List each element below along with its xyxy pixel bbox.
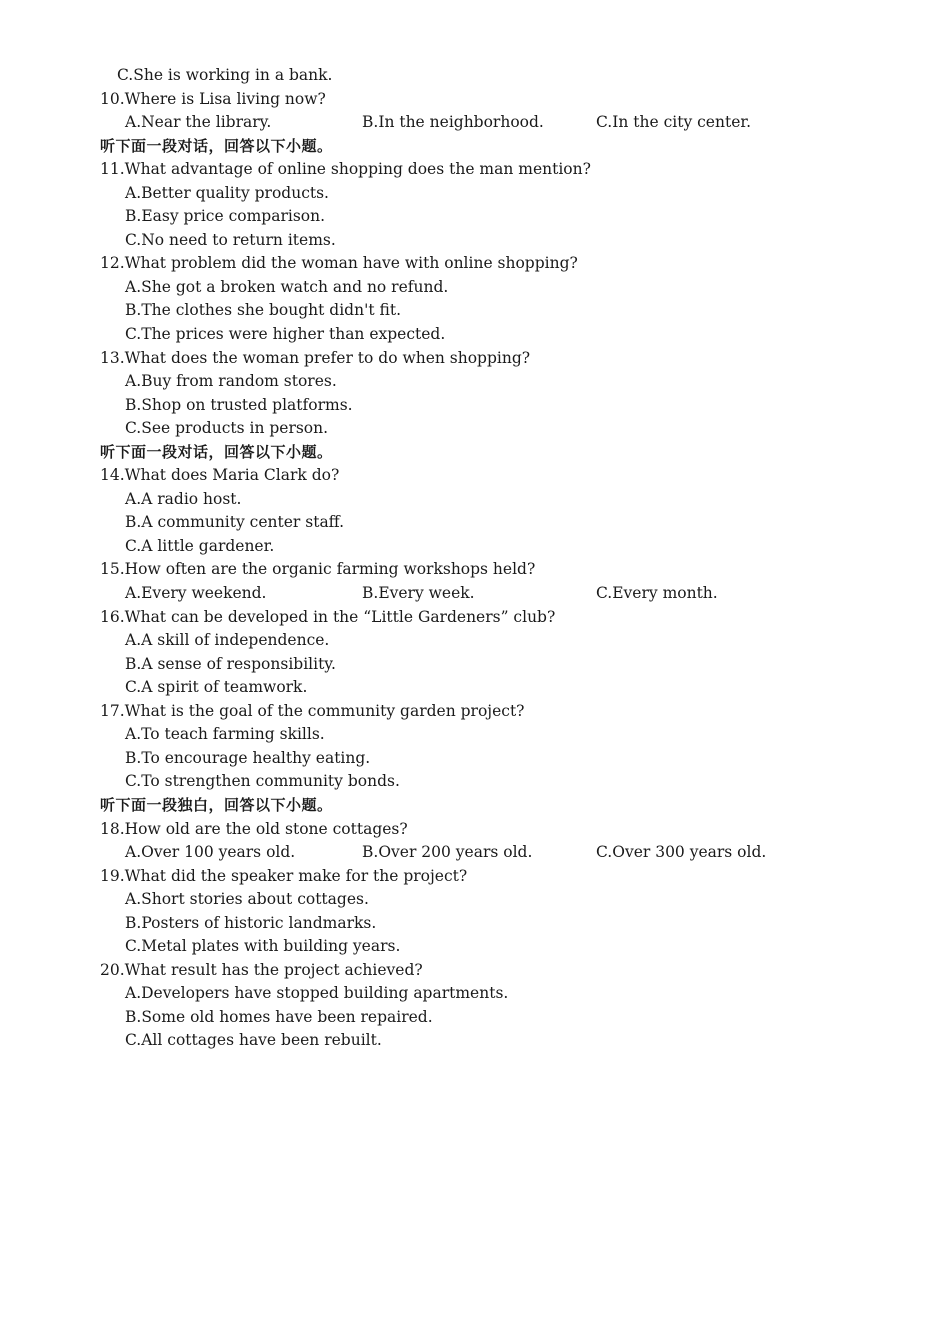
option-c: C.In the city center. [596, 113, 751, 132]
option: B.Easy price comparison. [125, 207, 326, 226]
option-c: C.Over 300 years old. [596, 843, 767, 862]
question: 15.How often are the organic farming workshops held? [100, 560, 536, 579]
question: 10.Where is Lisa living now? [100, 89, 326, 108]
option: C.All cottages have been rebuilt. [125, 1031, 382, 1050]
option-row [0, 111, 950, 135]
option-a: A.Every weekend. [125, 584, 267, 603]
question: 17.What is the goal of the community garden project? [100, 701, 525, 720]
question: 16.What can be developed in the “Little Gardeners” club? [100, 607, 556, 626]
option-b: B.Every week. [362, 584, 475, 603]
section-instruction: 听下面一段对话，回答以下小题。 [100, 136, 333, 155]
option: C.A spirit of teamwork. [125, 678, 308, 697]
section-instruction: 听下面一段独白，回答以下小题。 [100, 795, 333, 814]
option: B.Shop on trusted platforms. [125, 395, 353, 414]
option-row [0, 841, 950, 865]
option-c: C.Every month. [596, 584, 718, 603]
question: 11.What advantage of online shopping does the man mention? [100, 160, 591, 179]
option: A.A radio host. [125, 489, 242, 508]
option: A.To teach farming skills. [125, 725, 325, 744]
option: C.No need to return items. [125, 230, 336, 249]
question: 13.What does the woman prefer to do when shopping? [100, 348, 531, 367]
option-a: A.Near the library. [125, 113, 272, 132]
question: 19.What did the speaker make for the project? [100, 866, 468, 885]
option: A.A skill of independence. [125, 631, 330, 650]
option: A.Better quality products. [125, 183, 329, 202]
option-row [0, 582, 950, 606]
option-a: A.Over 100 years old. [125, 843, 296, 862]
option: B.A sense of responsibility. [125, 654, 336, 673]
option: B.The clothes she bought didn't fit. [125, 301, 402, 320]
question: 18.How old are the old stone cottages? [100, 819, 408, 838]
section-instruction: 听下面一段对话，回答以下小题。 [100, 442, 333, 461]
option: B.Some old homes have been repaired. [125, 1007, 433, 1026]
option: C.The prices were higher than expected. [125, 325, 446, 344]
option: A.Short stories about cottages. [125, 890, 369, 909]
option-b: B.Over 200 years old. [362, 843, 533, 862]
option: A.Buy from random stores. [125, 372, 337, 391]
question: 14.What does Maria Clark do? [100, 466, 340, 485]
option: C.To strengthen community bonds. [125, 772, 400, 791]
option: B.Posters of historic landmarks. [125, 913, 377, 932]
exam-page [0, 64, 950, 1053]
option: B.To encourage healthy eating. [125, 748, 371, 767]
question: 20.What result has the project achieved? [100, 960, 423, 979]
option: C.She is working in a bank. [117, 66, 333, 84]
option: C.A little gardener. [125, 536, 275, 555]
option-b: B.In the neighborhood. [362, 113, 544, 132]
option: A.She got a broken watch and no refund. [125, 277, 449, 296]
option: B.A community center staff. [125, 513, 345, 532]
question: 12.What problem did the woman have with online shopping? [100, 254, 578, 273]
option: C.See products in person. [125, 419, 329, 438]
option: C.Metal plates with building years. [125, 937, 401, 956]
option: A.Developers have stopped building apartments. [125, 984, 509, 1003]
